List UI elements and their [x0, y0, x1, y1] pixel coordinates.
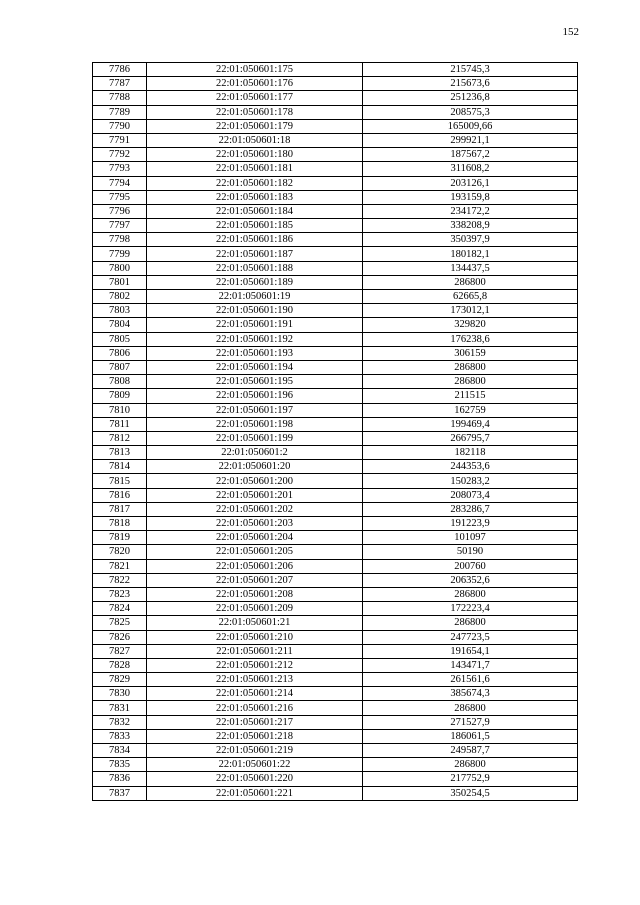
value-cell: 182118 [363, 446, 578, 460]
cadastral-number-cell: 22:01:050601:208 [147, 587, 363, 601]
row-number-cell: 7805 [93, 332, 147, 346]
row-number-cell: 7822 [93, 573, 147, 587]
value-cell: 251236,8 [363, 91, 578, 105]
table-row [93, 233, 578, 247]
cadastral-number-cell: 22:01:050601:194 [147, 360, 363, 374]
cadastral-number-cell: 22:01:050601:2 [147, 446, 363, 460]
value-cell: 350397,9 [363, 233, 578, 247]
row-number-cell: 7796 [93, 204, 147, 218]
table-row [93, 346, 578, 360]
value-cell: 191223,9 [363, 517, 578, 531]
row-number-cell: 7799 [93, 247, 147, 261]
cadastral-number-cell: 22:01:050601:213 [147, 673, 363, 687]
row-number-cell: 7803 [93, 304, 147, 318]
row-number-cell: 7831 [93, 701, 147, 715]
row-number-cell: 7791 [93, 133, 147, 147]
value-cell: 385674,3 [363, 687, 578, 701]
table-body [93, 63, 578, 801]
row-number-cell: 7817 [93, 502, 147, 516]
row-number-cell: 7830 [93, 687, 147, 701]
cadastral-number-cell: 22:01:050601:202 [147, 502, 363, 516]
cadastral-number-cell: 22:01:050601:178 [147, 105, 363, 119]
table-row [93, 531, 578, 545]
row-number-cell: 7808 [93, 375, 147, 389]
row-number-cell: 7829 [93, 673, 147, 687]
value-cell: 329820 [363, 318, 578, 332]
cadastral-number-cell: 22:01:050601:210 [147, 630, 363, 644]
cadastral-number-cell: 22:01:050601:195 [147, 375, 363, 389]
row-number-cell: 7832 [93, 715, 147, 729]
value-cell: 234172,2 [363, 204, 578, 218]
table-row [93, 602, 578, 616]
table-row [93, 587, 578, 601]
cadastral-number-cell: 22:01:050601:217 [147, 715, 363, 729]
cadastral-number-cell: 22:01:050601:206 [147, 559, 363, 573]
table-row [93, 77, 578, 91]
cadastral-number-cell: 22:01:050601:221 [147, 786, 363, 800]
row-number-cell: 7787 [93, 77, 147, 91]
table-row [93, 758, 578, 772]
row-number-cell: 7789 [93, 105, 147, 119]
value-cell: 217752,9 [363, 772, 578, 786]
table-row [93, 204, 578, 218]
cadastral-number-cell: 22:01:050601:207 [147, 573, 363, 587]
table-row [93, 162, 578, 176]
value-cell: 286800 [363, 275, 578, 289]
cadastral-number-cell: 22:01:050601:186 [147, 233, 363, 247]
cadastral-number-cell: 22:01:050601:212 [147, 658, 363, 672]
row-number-cell: 7818 [93, 517, 147, 531]
value-cell: 187567,2 [363, 148, 578, 162]
value-cell: 311608,2 [363, 162, 578, 176]
row-number-cell: 7820 [93, 545, 147, 559]
table-row [93, 105, 578, 119]
row-number-cell: 7807 [93, 360, 147, 374]
row-number-cell: 7836 [93, 772, 147, 786]
value-cell: 143471,7 [363, 658, 578, 672]
cadastral-number-cell: 22:01:050601:177 [147, 91, 363, 105]
cadastral-number-cell: 22:01:050601:193 [147, 346, 363, 360]
value-cell: 180182,1 [363, 247, 578, 261]
cadastral-number-cell: 22:01:050601:188 [147, 261, 363, 275]
value-cell: 191654,1 [363, 644, 578, 658]
value-cell: 50190 [363, 545, 578, 559]
cadastral-number-cell: 22:01:050601:198 [147, 417, 363, 431]
value-cell: 306159 [363, 346, 578, 360]
row-number-cell: 7801 [93, 275, 147, 289]
row-number-cell: 7793 [93, 162, 147, 176]
table-row [93, 673, 578, 687]
value-cell: 193159,8 [363, 190, 578, 204]
value-cell: 286800 [363, 701, 578, 715]
cadastral-number-cell: 22:01:050601:219 [147, 744, 363, 758]
value-cell: 261561,6 [363, 673, 578, 687]
table-row [93, 304, 578, 318]
cadastral-number-cell: 22:01:050601:182 [147, 176, 363, 190]
table-row [93, 729, 578, 743]
cadastral-number-cell: 22:01:050601:201 [147, 488, 363, 502]
value-cell: 101097 [363, 531, 578, 545]
cadastral-number-cell: 22:01:050601:196 [147, 389, 363, 403]
table-row [93, 786, 578, 800]
value-cell: 200760 [363, 559, 578, 573]
cadastral-number-cell: 22:01:050601:205 [147, 545, 363, 559]
cadastral-number-cell: 22:01:050601:19 [147, 290, 363, 304]
table-row [93, 148, 578, 162]
row-number-cell: 7826 [93, 630, 147, 644]
row-number-cell: 7814 [93, 460, 147, 474]
table-row [93, 360, 578, 374]
row-number-cell: 7816 [93, 488, 147, 502]
row-number-cell: 7813 [93, 446, 147, 460]
table-row [93, 417, 578, 431]
table-row [93, 91, 578, 105]
row-number-cell: 7811 [93, 417, 147, 431]
table-row [93, 446, 578, 460]
value-cell: 350254,5 [363, 786, 578, 800]
value-cell: 283286,7 [363, 502, 578, 516]
cadastral-number-cell: 22:01:050601:209 [147, 602, 363, 616]
table-row [93, 247, 578, 261]
table-row [93, 290, 578, 304]
row-number-cell: 7837 [93, 786, 147, 800]
cadastral-number-cell: 22:01:050601:190 [147, 304, 363, 318]
table-row [93, 318, 578, 332]
table-row [93, 403, 578, 417]
table-row [93, 133, 578, 147]
row-number-cell: 7812 [93, 431, 147, 445]
cadastral-number-cell: 22:01:050601:197 [147, 403, 363, 417]
cadastral-number-cell: 22:01:050601:21 [147, 616, 363, 630]
cadastral-number-cell: 22:01:050601:20 [147, 460, 363, 474]
row-number-cell: 7797 [93, 219, 147, 233]
table-row [93, 545, 578, 559]
cadastral-number-cell: 22:01:050601:204 [147, 531, 363, 545]
table-row [93, 63, 578, 77]
row-number-cell: 7806 [93, 346, 147, 360]
row-number-cell: 7835 [93, 758, 147, 772]
value-cell: 338208,9 [363, 219, 578, 233]
cadastral-number-cell: 22:01:050601:214 [147, 687, 363, 701]
cadastral-number-cell: 22:01:050601:191 [147, 318, 363, 332]
table-row [93, 687, 578, 701]
row-number-cell: 7825 [93, 616, 147, 630]
cadastral-number-cell: 22:01:050601:220 [147, 772, 363, 786]
row-number-cell: 7828 [93, 658, 147, 672]
table-row [93, 219, 578, 233]
cadastral-number-cell: 22:01:050601:18 [147, 133, 363, 147]
value-cell: 286800 [363, 360, 578, 374]
row-number-cell: 7827 [93, 644, 147, 658]
cadastral-number-cell: 22:01:050601:218 [147, 729, 363, 743]
table-row [93, 375, 578, 389]
value-cell: 249587,7 [363, 744, 578, 758]
table-row [93, 772, 578, 786]
table-row [93, 431, 578, 445]
table-row [93, 488, 578, 502]
row-number-cell: 7790 [93, 119, 147, 133]
table-row [93, 176, 578, 190]
value-cell: 206352,6 [363, 573, 578, 587]
table-row [93, 744, 578, 758]
cadastral-number-cell: 22:01:050601:192 [147, 332, 363, 346]
table-row [93, 517, 578, 531]
cadastral-number-cell: 22:01:050601:216 [147, 701, 363, 715]
value-cell: 173012,1 [363, 304, 578, 318]
row-number-cell: 7823 [93, 587, 147, 601]
value-cell: 215673,6 [363, 77, 578, 91]
cadastral-number-cell: 22:01:050601:185 [147, 219, 363, 233]
value-cell: 165009,66 [363, 119, 578, 133]
value-cell: 286800 [363, 616, 578, 630]
row-number-cell: 7833 [93, 729, 147, 743]
value-cell: 271527,9 [363, 715, 578, 729]
value-cell: 266795,7 [363, 431, 578, 445]
row-number-cell: 7821 [93, 559, 147, 573]
value-cell: 286800 [363, 375, 578, 389]
table-row [93, 630, 578, 644]
row-number-cell: 7809 [93, 389, 147, 403]
table-row [93, 190, 578, 204]
table-row [93, 261, 578, 275]
cadastral-number-cell: 22:01:050601:187 [147, 247, 363, 261]
cadastral-number-cell: 22:01:050601:176 [147, 77, 363, 91]
value-cell: 186061,5 [363, 729, 578, 743]
table-row [93, 460, 578, 474]
value-cell: 247723,5 [363, 630, 578, 644]
cadastral-value-table [92, 62, 578, 801]
page-number: 152 [562, 26, 579, 38]
value-cell: 134437,5 [363, 261, 578, 275]
row-number-cell: 7788 [93, 91, 147, 105]
cadastral-number-cell: 22:01:050601:199 [147, 431, 363, 445]
value-cell: 150283,2 [363, 474, 578, 488]
cadastral-number-cell: 22:01:050601:179 [147, 119, 363, 133]
table-row [93, 389, 578, 403]
table-row [93, 658, 578, 672]
value-cell: 208575,3 [363, 105, 578, 119]
cadastral-number-cell: 22:01:050601:180 [147, 148, 363, 162]
value-cell: 215745,3 [363, 63, 578, 77]
value-cell: 172223,4 [363, 602, 578, 616]
table-row [93, 701, 578, 715]
row-number-cell: 7786 [93, 63, 147, 77]
row-number-cell: 7824 [93, 602, 147, 616]
table-row [93, 559, 578, 573]
value-cell: 203126,1 [363, 176, 578, 190]
value-cell: 286800 [363, 587, 578, 601]
row-number-cell: 7800 [93, 261, 147, 275]
table-row [93, 119, 578, 133]
value-cell: 299921,1 [363, 133, 578, 147]
value-cell: 211515 [363, 389, 578, 403]
row-number-cell: 7815 [93, 474, 147, 488]
row-number-cell: 7819 [93, 531, 147, 545]
table-row [93, 275, 578, 289]
value-cell: 62665,8 [363, 290, 578, 304]
table-row [93, 573, 578, 587]
cadastral-number-cell: 22:01:050601:211 [147, 644, 363, 658]
value-cell: 199469,4 [363, 417, 578, 431]
row-number-cell: 7834 [93, 744, 147, 758]
table-row [93, 332, 578, 346]
table-row [93, 616, 578, 630]
value-cell: 208073,4 [363, 488, 578, 502]
cadastral-number-cell: 22:01:050601:203 [147, 517, 363, 531]
row-number-cell: 7804 [93, 318, 147, 332]
row-number-cell: 7794 [93, 176, 147, 190]
table-row [93, 715, 578, 729]
value-cell: 286800 [363, 758, 578, 772]
table-row [93, 644, 578, 658]
cadastral-number-cell: 22:01:050601:183 [147, 190, 363, 204]
cadastral-number-cell: 22:01:050601:22 [147, 758, 363, 772]
value-cell: 176238,6 [363, 332, 578, 346]
cadastral-number-cell: 22:01:050601:184 [147, 204, 363, 218]
cadastral-number-cell: 22:01:050601:181 [147, 162, 363, 176]
row-number-cell: 7795 [93, 190, 147, 204]
value-cell: 162759 [363, 403, 578, 417]
row-number-cell: 7798 [93, 233, 147, 247]
row-number-cell: 7802 [93, 290, 147, 304]
table-row [93, 474, 578, 488]
table-row [93, 502, 578, 516]
row-number-cell: 7810 [93, 403, 147, 417]
cadastral-number-cell: 22:01:050601:189 [147, 275, 363, 289]
cadastral-number-cell: 22:01:050601:200 [147, 474, 363, 488]
value-cell: 244353,6 [363, 460, 578, 474]
cadastral-number-cell: 22:01:050601:175 [147, 63, 363, 77]
row-number-cell: 7792 [93, 148, 147, 162]
